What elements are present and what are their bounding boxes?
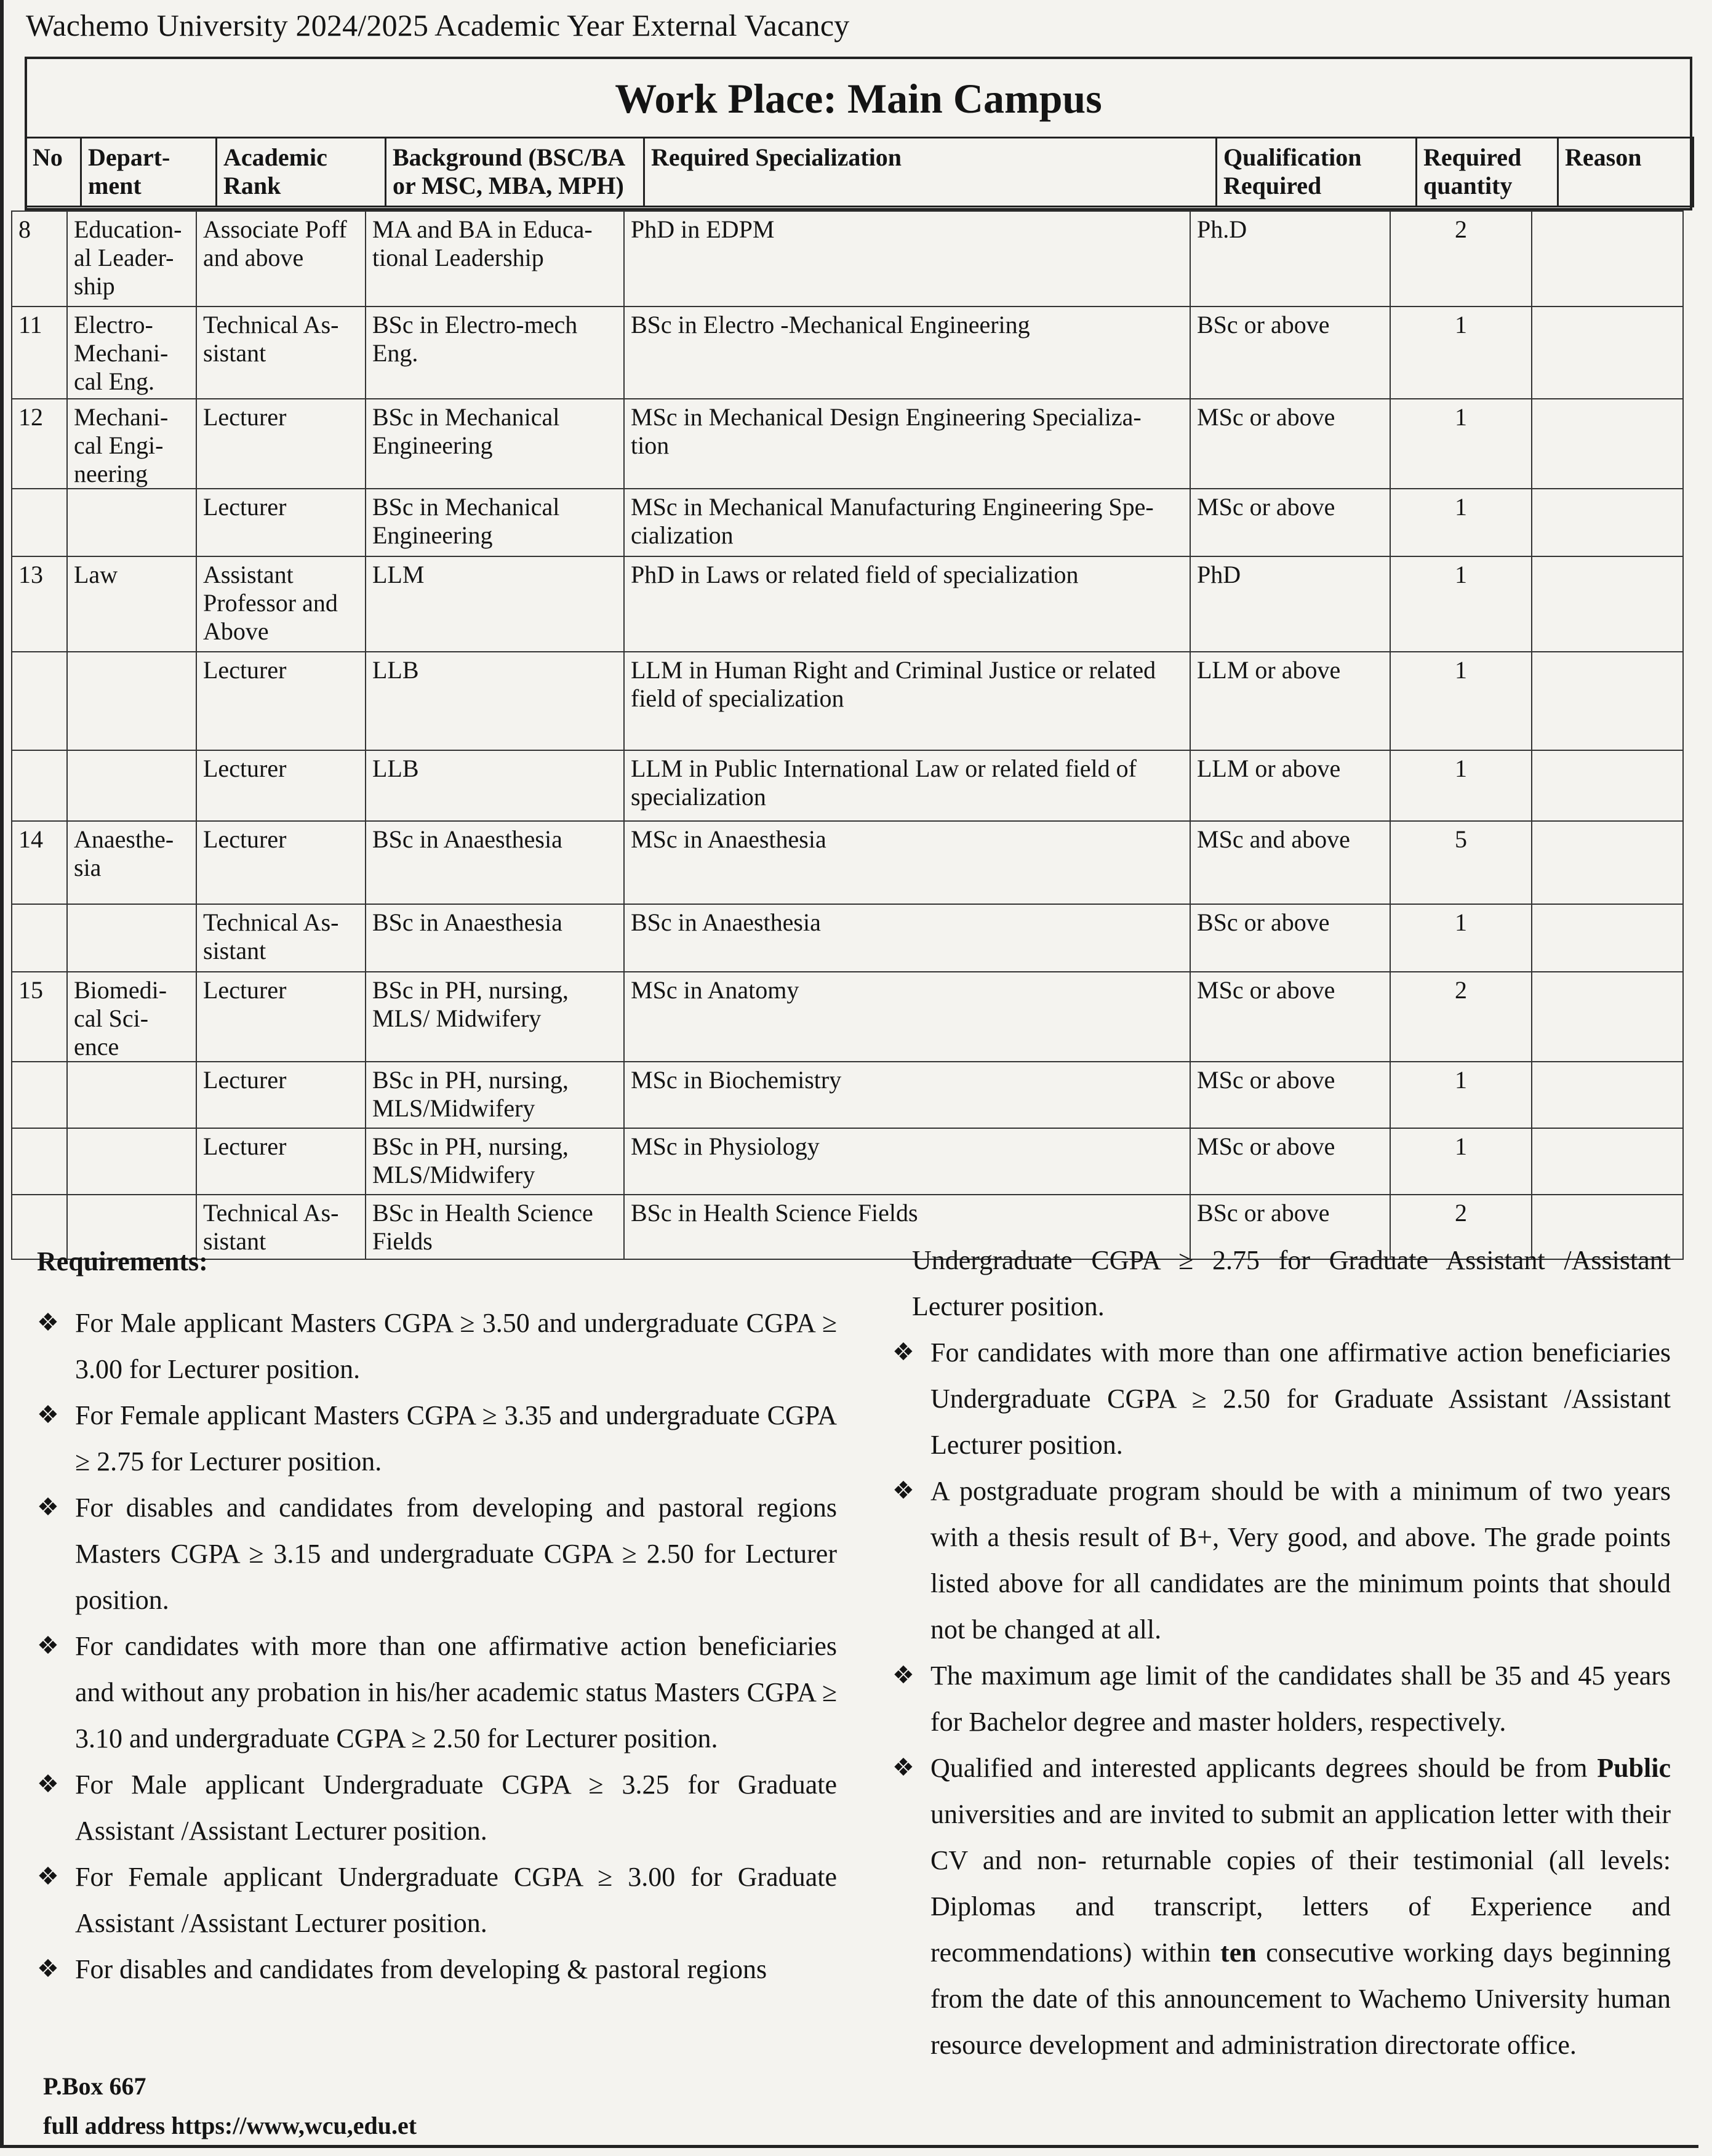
cell-dept: Law xyxy=(67,556,196,652)
column-header: No xyxy=(26,138,81,207)
requirement-item xyxy=(37,1854,837,1946)
cell-specialization: MSc in Mechanical Design Engineering Specializa- tion xyxy=(624,399,1190,489)
cell-specialization: MSc in Biochemistry xyxy=(624,1062,1190,1128)
table-row xyxy=(12,1062,1683,1128)
cell-specialization: LLM in Human Right and Criminal Justice or related field of specialization xyxy=(624,652,1190,750)
cell-quantity: 1 xyxy=(1390,489,1532,556)
cell-dept: Electro- Mechani- cal Eng. xyxy=(67,307,196,399)
cell-background: BSc in Mechanical Engineering xyxy=(366,489,624,556)
cell-rank: Technical As- sistant xyxy=(196,1195,366,1259)
cell-rank: Lecturer xyxy=(196,972,366,1062)
cell-background: BSc in PH, nursing, MLS/Midwifery xyxy=(366,1062,624,1128)
cell-no: 13 xyxy=(12,556,67,652)
cell-quantity: 1 xyxy=(1390,904,1532,972)
requirement-item xyxy=(892,1653,1671,1745)
requirement-text: For disables and candidates from developing and pastoral regions Masters CGPA ≥ 3.15 and undergraduate CGPA ≥ 2.50 for Lecturer position. xyxy=(75,1493,837,1615)
requirement-item xyxy=(37,1761,837,1854)
cell-no: 12 xyxy=(12,399,67,489)
cell-reason xyxy=(1532,1062,1683,1128)
cell-no: 14 xyxy=(12,821,67,904)
diamond-bullet-icon: ❖ xyxy=(37,1862,59,1891)
cell-rank: Lecturer xyxy=(196,489,366,556)
table-row xyxy=(12,399,1683,489)
cell-quantity: 2 xyxy=(1390,1195,1532,1259)
requirements-right-list xyxy=(892,1329,1671,1745)
cell-rank: Assistant Professor and Above xyxy=(196,556,366,652)
diamond-bullet-icon: ❖ xyxy=(37,1308,59,1337)
cell-rank: Technical As- sistant xyxy=(196,904,366,972)
requirement-text: For Female applicant Undergraduate CGPA ≥ 3.00 for Graduate Assistant /Assistant Lecturer position. xyxy=(75,1862,837,1938)
cell-dept xyxy=(67,489,196,556)
cell-qualification: MSc or above xyxy=(1190,1128,1390,1195)
table-row xyxy=(12,972,1683,1062)
cell-background: BSc in Mechanical Engineering xyxy=(366,399,624,489)
cell-background: LLM xyxy=(366,556,624,652)
cell-reason xyxy=(1532,489,1683,556)
cell-no: 11 xyxy=(12,307,67,399)
cell-qualification: MSc and above xyxy=(1190,821,1390,904)
column-header: Academic Rank xyxy=(217,138,386,207)
cell-reason xyxy=(1532,652,1683,750)
cell-dept xyxy=(67,750,196,821)
cell-reason xyxy=(1532,821,1683,904)
cell-qualification: LLM or above xyxy=(1190,652,1390,750)
cell-reason xyxy=(1532,1128,1683,1195)
requirement-item xyxy=(892,1329,1671,1468)
cell-specialization: BSc in Electro -Mechanical Engineering xyxy=(624,307,1190,399)
document-title: Wachemo University 2024/2025 Academic Year External Vacancy xyxy=(26,8,850,42)
table-row xyxy=(12,211,1683,307)
requirement-text: For candidates with more than one affirmative action beneficiaries Undergraduate CGPA ≥ 2.50 for Graduate Assistant /Assistant Lecturer position. xyxy=(930,1337,1671,1460)
table-header xyxy=(25,137,1694,207)
cell-quantity: 1 xyxy=(1390,307,1532,399)
cell-rank: Lecturer xyxy=(196,821,366,904)
cell-rank: Lecturer xyxy=(196,1128,366,1195)
cell-reason xyxy=(1532,556,1683,652)
cell-dept xyxy=(67,1062,196,1128)
cell-qualification: MSc or above xyxy=(1190,399,1390,489)
cell-dept: Anaesthe- sia xyxy=(67,821,196,904)
requirement-text: For Male applicant Masters CGPA ≥ 3.50 and undergraduate CGPA ≥ 3.00 for Lecturer position. xyxy=(75,1308,837,1384)
cell-dept: Education- al Leader- ship xyxy=(67,211,196,307)
column-header: Depart- ment xyxy=(81,138,217,207)
cell-specialization: PhD in Laws or related field of specialization xyxy=(624,556,1190,652)
diamond-bullet-icon: ❖ xyxy=(37,1955,59,1983)
cell-no xyxy=(12,1062,67,1128)
cell-rank: Lecturer xyxy=(196,750,366,821)
cell-dept: Biomedi- cal Sci- ence xyxy=(67,972,196,1062)
cell-no xyxy=(12,1128,67,1195)
cell-background: LLB xyxy=(366,652,624,750)
cell-dept xyxy=(67,904,196,972)
requirements-left-list xyxy=(37,1300,837,1992)
requirement-text: For disables and candidates from developing & pastoral regions xyxy=(75,1954,767,1984)
diamond-bullet-icon: ❖ xyxy=(892,1661,914,1689)
cell-rank: Technical As- sistant xyxy=(196,307,366,399)
column-header: Required Specialization xyxy=(644,138,1217,207)
cell-quantity: 1 xyxy=(1390,556,1532,652)
table-row xyxy=(12,652,1683,750)
requirement-continuation: Undergraduate CGPA ≥ 2.75 for Graduate Assistant /Assistant Lecturer position. xyxy=(912,1245,1671,1321)
column-header: Qualification Required xyxy=(1217,138,1417,207)
cell-no xyxy=(12,904,67,972)
diamond-bullet-icon: ❖ xyxy=(892,1753,914,1782)
cell-quantity: 2 xyxy=(1390,972,1532,1062)
requirement-text: The maximum age limit of the candidates shall be 35 and 45 years for Bachelor degree and master holders, respectively. xyxy=(930,1661,1671,1737)
cell-no xyxy=(12,652,67,750)
cell-background: MA and BA in Educa- tional Leadership xyxy=(366,211,624,307)
diamond-bullet-icon: ❖ xyxy=(892,1338,914,1366)
cell-dept xyxy=(67,652,196,750)
table-row xyxy=(12,821,1683,904)
requirement-text: For candidates with more than one affirmative action beneficiaries and without any probation in his/her academic status Masters CGPA ≥ 3.10 and undergraduate CGPA ≥ 2.50 for Lecturer position. xyxy=(75,1631,837,1753)
cell-specialization: MSc in Mechanical Manufacturing Engineering Spe- cialization xyxy=(624,489,1190,556)
cell-quantity: 1 xyxy=(1390,399,1532,489)
cell-reason xyxy=(1532,750,1683,821)
header-row xyxy=(26,138,1694,207)
table-row xyxy=(12,904,1683,972)
po-box: P.Box 667 xyxy=(43,2072,146,2100)
table-row xyxy=(12,307,1683,399)
diamond-bullet-icon: ❖ xyxy=(37,1770,59,1798)
cell-reason xyxy=(1532,399,1683,489)
diamond-bullet-icon: ❖ xyxy=(37,1493,59,1521)
cell-qualification: LLM or above xyxy=(1190,750,1390,821)
cell-qualification: BSc or above xyxy=(1190,904,1390,972)
cell-specialization: PhD in EDPM xyxy=(624,211,1190,307)
cell-qualification: MSc or above xyxy=(1190,489,1390,556)
cell-specialization: MSc in Anatomy xyxy=(624,972,1190,1062)
requirements-left-column xyxy=(37,1237,837,1992)
cell-no xyxy=(12,489,67,556)
requirement-text: For Male applicant Undergraduate CGPA ≥ 3.25 for Graduate Assistant /Assistant Lecturer position. xyxy=(75,1769,837,1846)
cell-specialization: MSc in Physiology xyxy=(624,1128,1190,1195)
full-address: full address https://www,wcu,edu.et xyxy=(43,2112,417,2139)
footer xyxy=(43,2067,417,2146)
cell-quantity: 5 xyxy=(1390,821,1532,904)
cell-reason xyxy=(1532,904,1683,972)
column-header: Background (BSC/BA or MSC, MBA, MPH) xyxy=(386,138,644,207)
requirement-item-application: ❖ Qualified and interested applicants degrees should be from Public universities and are invited to submit an application letter with their CV and non- returnable copies of their testimonial (all levels: Diplomas and transcript, letters of Experience and recommendations) within ten consecutive working days beginning from the date of this announcement to Wachemo University human resource development and administration directorate office. xyxy=(892,1745,1671,2068)
cell-specialization: BSc in Anaesthesia xyxy=(624,904,1190,972)
cell-background: BSc in Anaesthesia xyxy=(366,821,624,904)
cell-no: 15 xyxy=(12,972,67,1062)
table-row xyxy=(12,750,1683,821)
requirement-item xyxy=(37,1485,837,1623)
cell-background: BSc in PH, nursing, MLS/ Midwifery xyxy=(366,972,624,1062)
requirement-item xyxy=(37,1300,837,1392)
diamond-bullet-icon: ❖ xyxy=(37,1401,59,1429)
cell-no: 8 xyxy=(12,211,67,307)
cell-rank: Lecturer xyxy=(196,399,366,489)
column-header: Required quantity xyxy=(1417,138,1558,207)
cell-reason xyxy=(1532,307,1683,399)
cell-rank: Associate Poff and above xyxy=(196,211,366,307)
work-place-heading: Work Place: Main Campus xyxy=(615,75,1102,122)
cell-reason xyxy=(1532,211,1683,307)
cell-background: BSc in Health Science Fields xyxy=(366,1195,624,1259)
cell-qualification: BSc or above xyxy=(1190,1195,1390,1259)
vacancy-table xyxy=(11,210,1684,1260)
table-row xyxy=(12,556,1683,652)
cell-dept xyxy=(67,1128,196,1195)
diamond-bullet-icon: ❖ xyxy=(37,1632,59,1660)
column-header: Reason xyxy=(1558,138,1694,207)
table-row xyxy=(12,489,1683,556)
cell-quantity: 1 xyxy=(1390,1062,1532,1128)
cell-background: BSc in Electro-mech Eng. xyxy=(366,307,624,399)
cell-quantity: 2 xyxy=(1390,211,1532,307)
cell-rank: Lecturer xyxy=(196,652,366,750)
cell-quantity: 1 xyxy=(1390,652,1532,750)
cell-specialization: LLM in Public International Law or related field of specialization xyxy=(624,750,1190,821)
cell-rank: Lecturer xyxy=(196,1062,366,1128)
requirement-item xyxy=(37,1392,837,1485)
cell-background: LLB xyxy=(366,750,624,821)
requirements-right-column xyxy=(892,1237,1671,2068)
vacancy-rows xyxy=(12,211,1683,1259)
cell-no xyxy=(12,750,67,821)
cell-qualification: MSc or above xyxy=(1190,1062,1390,1128)
requirement-text: A postgraduate program should be with a minimum of two years with a thesis result of B+, Very good, and above. The grade points listed above for all candidates are the minimum points that should not be changed at all. xyxy=(930,1476,1671,1645)
cell-background: BSc in PH, nursing, MLS/Midwifery xyxy=(366,1128,624,1195)
cell-dept: Mechani- cal Engi- neering xyxy=(67,399,196,489)
cell-quantity: 1 xyxy=(1390,750,1532,821)
requirement-text: For Female applicant Masters CGPA ≥ 3.35 and undergraduate CGPA ≥ 2.75 for Lecturer position. xyxy=(75,1400,837,1477)
requirement-item xyxy=(37,1623,837,1761)
requirement-item xyxy=(37,1946,837,1992)
cell-qualification: PhD xyxy=(1190,556,1390,652)
cell-quantity: 1 xyxy=(1390,1128,1532,1195)
cell-specialization: BSc in Health Science Fields xyxy=(624,1195,1190,1259)
cell-background: BSc in Anaesthesia xyxy=(366,904,624,972)
diamond-bullet-icon: ❖ xyxy=(892,1477,914,1505)
cell-qualification: BSc or above xyxy=(1190,307,1390,399)
requirements-heading: Requirements: xyxy=(37,1246,208,1276)
cell-reason xyxy=(1532,972,1683,1062)
table-row xyxy=(12,1128,1683,1195)
cell-specialization: MSc in Anaesthesia xyxy=(624,821,1190,904)
requirement-item xyxy=(892,1468,1671,1653)
cell-qualification: Ph.D xyxy=(1190,211,1390,307)
cell-qualification: MSc or above xyxy=(1190,972,1390,1062)
